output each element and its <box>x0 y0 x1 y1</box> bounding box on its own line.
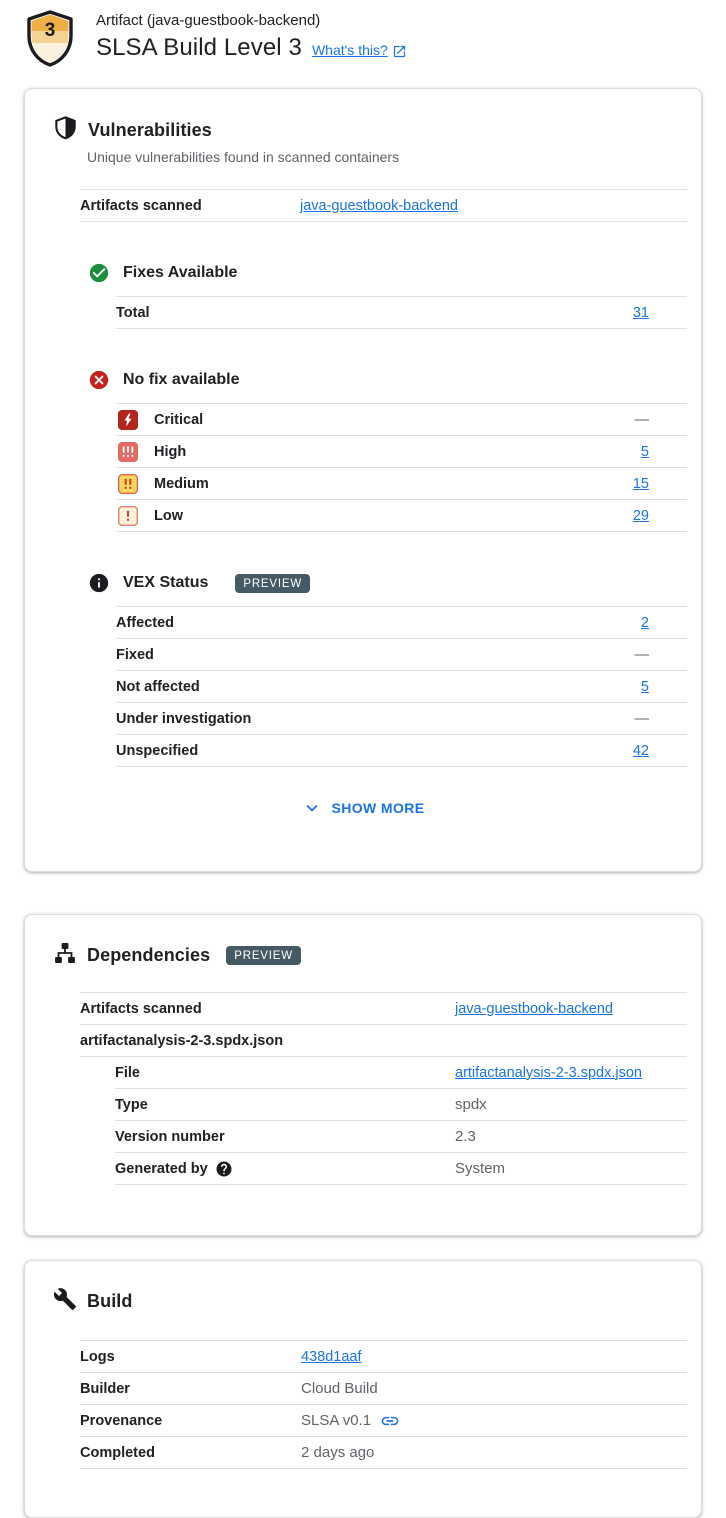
severity-row-low <box>116 500 687 532</box>
severity-label: Low <box>154 507 183 524</box>
logs-label: Logs <box>80 1348 115 1365</box>
page-header <box>0 0 726 68</box>
total-count-link[interactable]: 31 <box>632 304 649 321</box>
dependencies-title: Dependencies <box>87 945 211 965</box>
link-icon[interactable] <box>380 1411 400 1431</box>
dependencies-table <box>80 992 687 1185</box>
builder-label: Builder <box>80 1380 130 1397</box>
table-row <box>80 190 687 222</box>
artifacts-scanned-link[interactable]: java-guestbook-backend <box>455 1000 613 1017</box>
severity-count: — <box>634 411 649 428</box>
fixes-available-table <box>116 296 687 329</box>
severity-medium-icon <box>118 474 138 494</box>
provenance-value: SLSA v0.1 <box>301 1412 372 1429</box>
table-row <box>80 993 687 1025</box>
builder-value: Cloud Build <box>301 1380 378 1397</box>
whats-this-label: What's this? <box>311 42 388 58</box>
artifacts-scanned-label: Artifacts scanned <box>80 1000 202 1017</box>
build-title: Build <box>87 1291 133 1311</box>
build-card <box>24 1260 702 1518</box>
table-row <box>116 297 687 329</box>
severity-count-link[interactable]: 5 <box>640 443 649 460</box>
vex-status-title: VEX Status <box>123 574 209 591</box>
wrench-icon <box>53 1287 77 1316</box>
dependency-tree-icon <box>53 941 77 970</box>
vex-count: — <box>634 646 649 663</box>
total-label: Total <box>116 304 150 321</box>
table-row <box>80 1405 687 1437</box>
no-fix-section-header <box>88 369 687 391</box>
vex-count-link[interactable]: 42 <box>632 742 649 759</box>
info-circle-icon <box>88 572 110 594</box>
sbom-group-row <box>80 1025 687 1057</box>
vex-label: Affected <box>116 614 175 631</box>
external-link-icon <box>392 44 407 59</box>
provenance-label: Provenance <box>80 1412 163 1429</box>
table-row <box>80 1437 687 1469</box>
check-circle-icon <box>88 262 110 284</box>
version-label: Version number <box>115 1128 225 1145</box>
version-value: 2.3 <box>455 1128 476 1145</box>
table-row <box>80 1341 687 1373</box>
severity-label: Medium <box>154 475 209 492</box>
severity-count-link[interactable]: 15 <box>632 475 649 492</box>
file-label: File <box>115 1064 140 1081</box>
vex-status-table <box>116 606 687 767</box>
sbom-detail-rows <box>115 1057 687 1185</box>
completed-value: 2 days ago <box>301 1444 375 1461</box>
artifacts-scanned-link[interactable]: java-guestbook-backend <box>300 197 458 214</box>
completed-label: Completed <box>80 1444 155 1461</box>
vulnerabilities-title: Vulnerabilities <box>88 119 212 140</box>
vex-row <box>116 607 687 639</box>
dependencies-card <box>24 914 702 1236</box>
severity-row-critical <box>116 404 687 436</box>
severity-row-high <box>116 436 687 468</box>
vulnerabilities-subtitle: Unique vulnerabilities found in scanned containers <box>87 149 400 165</box>
vex-count-link[interactable]: 2 <box>640 614 649 631</box>
severity-high-icon <box>118 442 138 462</box>
slsa-level-shield-icon <box>24 8 76 68</box>
show-more-button[interactable] <box>291 789 434 827</box>
type-label: Type <box>115 1096 148 1113</box>
generated-by-label: Generated by <box>115 1160 208 1177</box>
vex-row <box>116 671 687 703</box>
table-row <box>115 1057 687 1089</box>
help-icon[interactable] <box>215 1160 233 1178</box>
chevron-down-icon <box>301 797 323 819</box>
fixes-available-title: Fixes Available <box>123 264 238 281</box>
artifact-eyebrow: Artifact (java-guestbook-backend) <box>96 12 321 29</box>
preview-badge: PREVIEW <box>235 574 310 593</box>
slsa-level-number: 3 <box>44 20 56 41</box>
vex-label: Under investigation <box>116 710 252 727</box>
severity-critical-icon <box>118 410 138 430</box>
build-logs-link[interactable]: 438d1aaf <box>301 1348 362 1365</box>
table-row <box>80 1373 687 1405</box>
vex-label: Fixed <box>116 646 154 663</box>
generated-by-value: System <box>455 1160 506 1177</box>
security-shield-icon <box>53 115 78 145</box>
vex-section-header <box>88 572 687 594</box>
vex-row <box>116 703 687 735</box>
severity-count-link[interactable]: 29 <box>632 507 649 524</box>
fixes-available-section-header <box>88 262 687 284</box>
whats-this-link[interactable] <box>312 42 407 58</box>
preview-badge: PREVIEW <box>226 946 301 965</box>
build-table <box>80 1340 687 1469</box>
no-fix-table <box>116 403 687 532</box>
artifacts-scanned-label: Artifacts scanned <box>80 197 202 214</box>
artifacts-scanned-table <box>80 189 687 222</box>
table-row <box>115 1121 687 1153</box>
page-title: SLSA Build Level 3 <box>96 34 302 61</box>
vulnerabilities-card <box>24 88 702 872</box>
table-row <box>115 1089 687 1121</box>
table-row <box>115 1153 687 1185</box>
severity-low-icon <box>118 506 138 526</box>
vex-label: Unspecified <box>116 742 199 759</box>
cancel-circle-icon <box>88 369 110 391</box>
vex-count-link[interactable]: 5 <box>640 678 649 695</box>
vex-row <box>116 639 687 671</box>
severity-label: High <box>154 443 187 460</box>
severity-label: Critical <box>154 411 204 428</box>
vex-row <box>116 735 687 767</box>
severity-row-medium <box>116 468 687 500</box>
vex-label: Not affected <box>116 678 200 695</box>
sbom-file-link[interactable]: artifactanalysis-2-3.spdx.json <box>455 1064 642 1081</box>
no-fix-title: No fix available <box>123 371 240 388</box>
sbom-group-title: artifactanalysis-2-3.spdx.json <box>80 1032 284 1049</box>
type-value: spdx <box>455 1096 487 1113</box>
show-more-label: SHOW MORE <box>331 800 425 816</box>
vex-count: — <box>634 710 649 727</box>
